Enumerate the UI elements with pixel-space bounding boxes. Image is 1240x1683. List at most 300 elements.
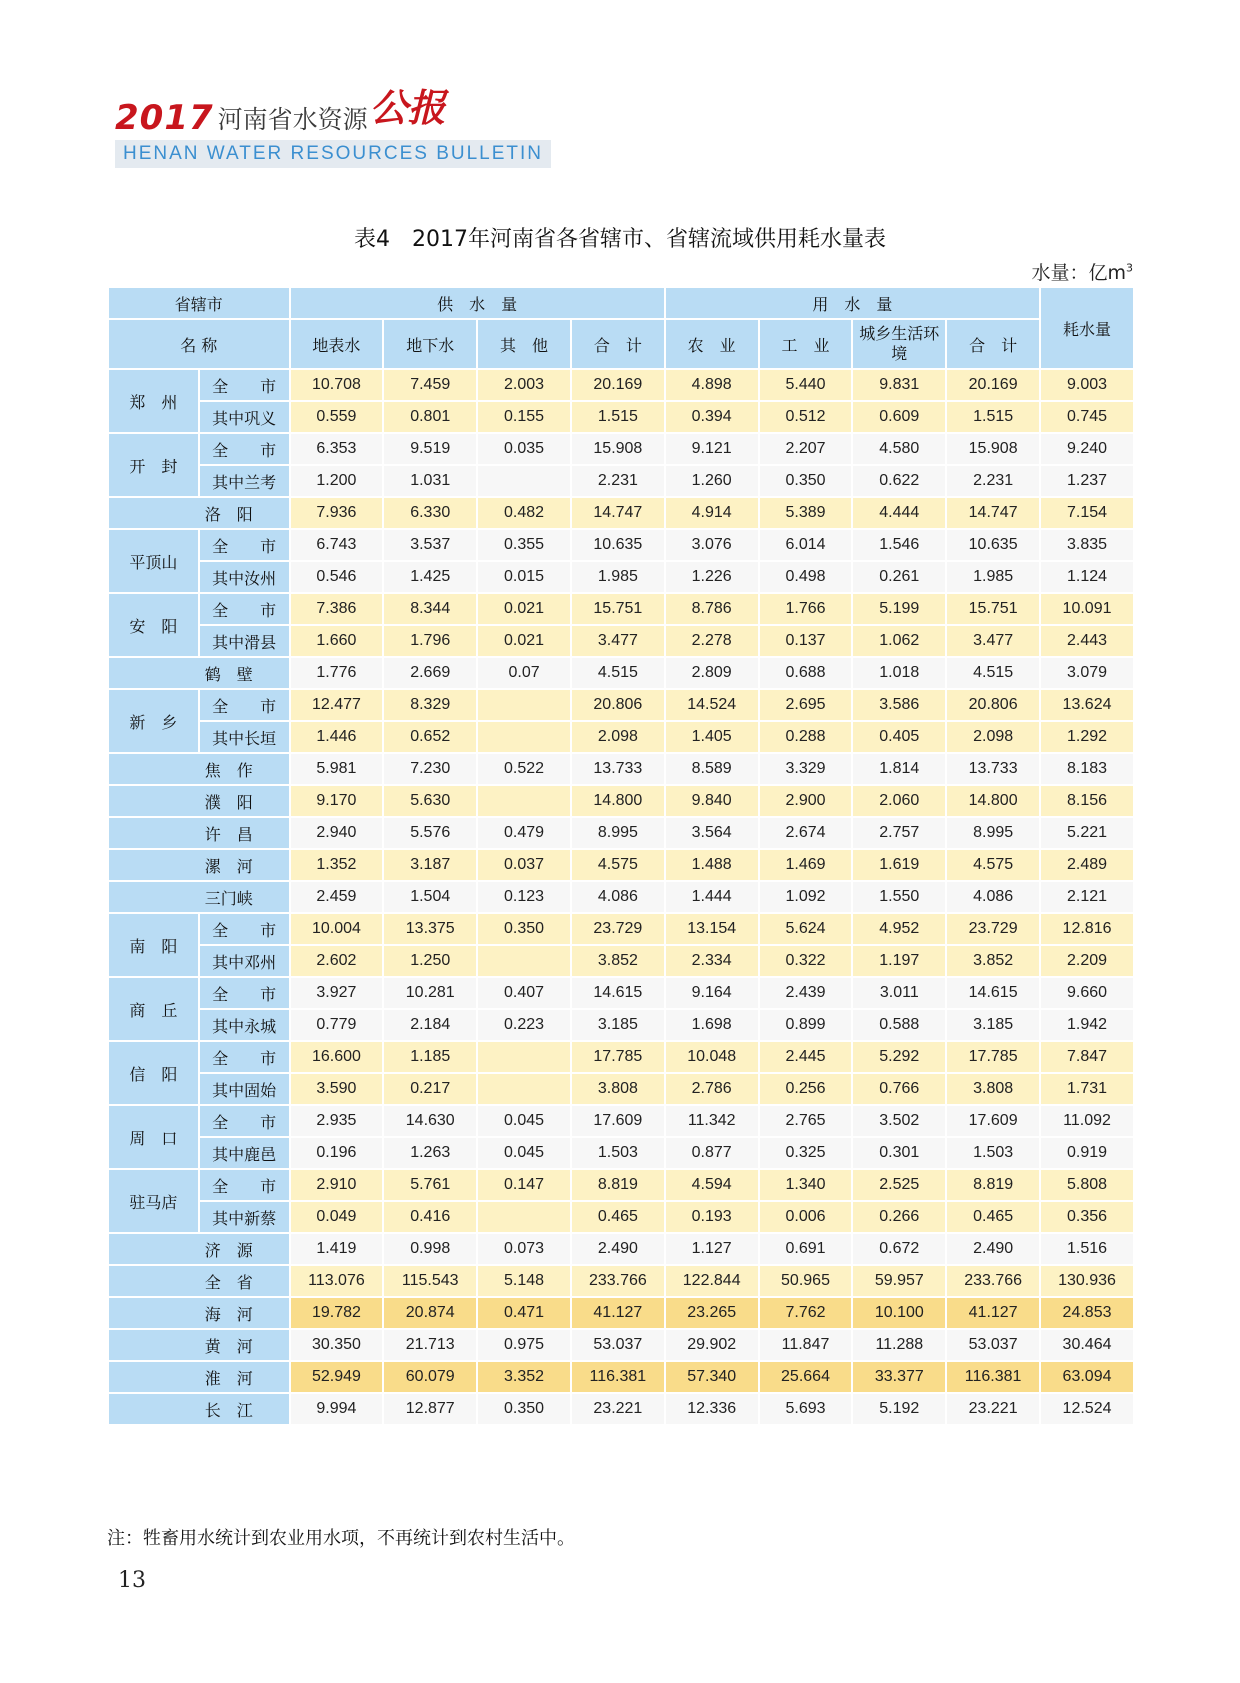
table-cell: 20.806 (946, 689, 1040, 721)
table-cell: 41.127 (946, 1297, 1040, 1329)
logo-name: 河南省水资源 (217, 105, 368, 134)
row-name: 洛 阳 (108, 497, 290, 529)
table-title: 表4 2017年河南省各省辖市、省辖流域供用耗水量表 (354, 227, 886, 252)
table-cell: 5.292 (852, 1041, 946, 1073)
table-cell: 2.184 (383, 1009, 477, 1041)
row-group-name: 周 口 (108, 1105, 199, 1169)
table-cell: 25.664 (759, 1361, 853, 1393)
row-sub-name: 全 市 (199, 433, 290, 465)
table-cell: 1.814 (852, 753, 946, 785)
table-cell: 2.489 (1040, 849, 1134, 881)
table-cell: 0.588 (852, 1009, 946, 1041)
english-title-bar: HENAN WATER RESOURCES BULLETIN (115, 140, 551, 168)
table-cell: 2.695 (759, 689, 853, 721)
header-name: 名 称 (108, 319, 290, 369)
table-cell: 15.751 (571, 593, 665, 625)
table-cell: 4.515 (571, 657, 665, 689)
table-cell: 8.819 (946, 1169, 1040, 1201)
table-cell: 17.609 (946, 1105, 1040, 1137)
table-cell: 4.952 (852, 913, 946, 945)
table-cell: 20.874 (383, 1297, 477, 1329)
row-name: 全 省 (108, 1265, 290, 1297)
table-row (108, 849, 1134, 881)
table-row (108, 1105, 1134, 1137)
table-row (108, 625, 1134, 657)
header-col: 合 计 (571, 319, 665, 369)
table-cell (477, 1201, 571, 1233)
table-cell: 4.594 (665, 1169, 759, 1201)
table-cell: 5.808 (1040, 1169, 1134, 1201)
table-row (108, 721, 1134, 753)
table-cell: 1.776 (290, 657, 384, 689)
table-cell: 0.471 (477, 1297, 571, 1329)
table-cell: 3.011 (852, 977, 946, 1009)
table-cell: 0.416 (383, 1201, 477, 1233)
row-name: 济 源 (108, 1233, 290, 1265)
table-cell: 5.221 (1040, 817, 1134, 849)
water-supply-table (107, 286, 1135, 1426)
table-cell: 0.137 (759, 625, 853, 657)
table-row (108, 1297, 1134, 1329)
table-row (108, 433, 1134, 465)
row-sub-name: 其中巩义 (199, 401, 290, 433)
table-cell: 1.985 (946, 561, 1040, 593)
row-sub-name: 其中永城 (199, 1009, 290, 1041)
table-cell: 23.221 (946, 1393, 1040, 1425)
table-row (108, 1137, 1134, 1169)
row-sub-name: 其中兰考 (199, 465, 290, 497)
row-sub-name: 全 市 (199, 1169, 290, 1201)
row-name: 焦 作 (108, 753, 290, 785)
table-cell: 1.237 (1040, 465, 1134, 497)
table-row (108, 497, 1134, 529)
table-cell: 1.185 (383, 1041, 477, 1073)
table-cell: 12.336 (665, 1393, 759, 1425)
table-cell: 2.443 (1040, 625, 1134, 657)
table-cell: 1.942 (1040, 1009, 1134, 1041)
table-cell: 4.444 (852, 497, 946, 529)
table-cell: 5.576 (383, 817, 477, 849)
table-cell: 1.515 (571, 401, 665, 433)
table-cell: 3.590 (290, 1073, 384, 1105)
table-cell: 0.522 (477, 753, 571, 785)
table-cell: 2.003 (477, 369, 571, 401)
table-cell: 10.091 (1040, 593, 1134, 625)
table-cell: 0.975 (477, 1329, 571, 1361)
table-row (108, 593, 1134, 625)
header-city: 省辖市 (108, 287, 290, 319)
table-cell: 2.060 (852, 785, 946, 817)
table-cell: 1.200 (290, 465, 384, 497)
row-sub-name: 其中邓州 (199, 945, 290, 977)
table-cell: 1.425 (383, 561, 477, 593)
table-cell: 15.908 (946, 433, 1040, 465)
table-cell: 9.840 (665, 785, 759, 817)
table-cell: 7.762 (759, 1297, 853, 1329)
table-cell: 1.127 (665, 1233, 759, 1265)
table-cell: 3.835 (1040, 529, 1134, 561)
table-cell: 0.355 (477, 529, 571, 561)
row-group-name: 南 阳 (108, 913, 199, 977)
table-row (108, 369, 1134, 401)
table-cell: 0.465 (571, 1201, 665, 1233)
table-cell: 1.504 (383, 881, 477, 913)
table-cell: 1.550 (852, 881, 946, 913)
table-cell: 0.899 (759, 1009, 853, 1041)
table-cell (477, 785, 571, 817)
table-cell: 9.660 (1040, 977, 1134, 1009)
table-cell: 9.003 (1040, 369, 1134, 401)
table-cell: 3.185 (571, 1009, 665, 1041)
table-cell: 14.615 (571, 977, 665, 1009)
table-row (108, 1361, 1134, 1393)
table-cell: 12.524 (1040, 1393, 1134, 1425)
table-cell: 0.609 (852, 401, 946, 433)
table-cell: 4.898 (665, 369, 759, 401)
header-use: 用 水 量 (665, 287, 1040, 319)
row-name: 黄 河 (108, 1329, 290, 1361)
table-cell: 0.919 (1040, 1137, 1134, 1169)
table-cell: 0.407 (477, 977, 571, 1009)
table-cell: 9.994 (290, 1393, 384, 1425)
table-cell: 0.256 (759, 1073, 853, 1105)
table-cell: 50.965 (759, 1265, 853, 1297)
table-cell: 1.062 (852, 625, 946, 657)
table-cell: 0.672 (852, 1233, 946, 1265)
table-cell: 8.344 (383, 593, 477, 625)
table-cell: 0.546 (290, 561, 384, 593)
table-cell: 7.459 (383, 369, 477, 401)
table-cell: 59.957 (852, 1265, 946, 1297)
table-cell: 14.615 (946, 977, 1040, 1009)
table-cell: 7.230 (383, 753, 477, 785)
bulletin-header (115, 85, 551, 168)
table-cell: 24.853 (1040, 1297, 1134, 1329)
table-cell: 2.334 (665, 945, 759, 977)
table-cell: 8.995 (571, 817, 665, 849)
table-cell: 3.927 (290, 977, 384, 1009)
row-sub-name: 其中长垣 (199, 721, 290, 753)
table-cell: 2.602 (290, 945, 384, 977)
table-cell: 0.037 (477, 849, 571, 881)
table-row (108, 913, 1134, 945)
table-cell: 9.170 (290, 785, 384, 817)
table-cell: 9.831 (852, 369, 946, 401)
row-sub-name: 全 市 (199, 593, 290, 625)
table-cell: 1.419 (290, 1233, 384, 1265)
table-cell: 4.575 (571, 849, 665, 881)
table-cell: 1.503 (571, 1137, 665, 1169)
table-cell: 8.183 (1040, 753, 1134, 785)
table-cell: 8.589 (665, 753, 759, 785)
table-cell: 1.698 (665, 1009, 759, 1041)
row-name: 三门峡 (108, 881, 290, 913)
table-cell: 8.329 (383, 689, 477, 721)
table-cell: 4.515 (946, 657, 1040, 689)
table-cell: 52.949 (290, 1361, 384, 1393)
table-cell: 116.381 (571, 1361, 665, 1393)
table-cell: 0.766 (852, 1073, 946, 1105)
row-name: 淮 河 (108, 1361, 290, 1393)
table-cell: 17.785 (946, 1041, 1040, 1073)
table-cell: 6.330 (383, 497, 477, 529)
table-cell: 0.217 (383, 1073, 477, 1105)
table-cell: 9.164 (665, 977, 759, 1009)
table-cell: 2.809 (665, 657, 759, 689)
table-cell: 2.231 (571, 465, 665, 497)
table-cell: 14.800 (571, 785, 665, 817)
table-cell: 1.660 (290, 625, 384, 657)
table-cell: 15.908 (571, 433, 665, 465)
table-cell: 8.995 (946, 817, 1040, 849)
table-cell: 2.765 (759, 1105, 853, 1137)
row-group-name: 驻马店 (108, 1169, 199, 1233)
table-row (108, 1009, 1134, 1041)
table-cell: 0.877 (665, 1137, 759, 1169)
table-row (108, 1201, 1134, 1233)
table-cell: 2.900 (759, 785, 853, 817)
table-cell: 2.674 (759, 817, 853, 849)
table-cell: 19.782 (290, 1297, 384, 1329)
table-cell (477, 465, 571, 497)
table-cell: 3.329 (759, 753, 853, 785)
header-supply: 供 水 量 (290, 287, 665, 319)
table-cell: 1.985 (571, 561, 665, 593)
table-cell: 30.464 (1040, 1329, 1134, 1361)
table-cell: 2.786 (665, 1073, 759, 1105)
table-cell: 116.381 (946, 1361, 1040, 1393)
table-cell: 0.350 (759, 465, 853, 497)
bulletin-logo (115, 85, 551, 138)
table-cell: 3.187 (383, 849, 477, 881)
table-cell: 29.902 (665, 1329, 759, 1361)
table-cell: 11.847 (759, 1329, 853, 1361)
table-cell: 0.405 (852, 721, 946, 753)
table-cell: 2.940 (290, 817, 384, 849)
table-row (108, 1393, 1134, 1425)
table-cell: 10.004 (290, 913, 384, 945)
row-sub-name: 全 市 (199, 1105, 290, 1137)
table-cell: 3.808 (571, 1073, 665, 1105)
table-row (108, 1329, 1134, 1361)
table-cell: 4.580 (852, 433, 946, 465)
table-cell: 12.816 (1040, 913, 1134, 945)
table-row (108, 977, 1134, 1009)
table-cell: 1.469 (759, 849, 853, 881)
table-cell: 12.877 (383, 1393, 477, 1425)
table-note: 注：牲畜用水统计到农业用水项，不再统计到农村生活中。 (107, 1528, 575, 1549)
table-cell: 0.301 (852, 1137, 946, 1169)
table-cell: 3.477 (946, 625, 1040, 657)
table-cell: 4.914 (665, 497, 759, 529)
table-cell: 3.502 (852, 1105, 946, 1137)
table-cell: 9.240 (1040, 433, 1134, 465)
row-name: 许 昌 (108, 817, 290, 849)
table-cell: 2.525 (852, 1169, 946, 1201)
table-cell: 3.079 (1040, 657, 1134, 689)
row-name: 濮 阳 (108, 785, 290, 817)
table-cell: 2.935 (290, 1105, 384, 1137)
table-cell: 0.745 (1040, 401, 1134, 433)
row-sub-name: 全 市 (199, 689, 290, 721)
table-cell: 11.342 (665, 1105, 759, 1137)
table-cell: 0.073 (477, 1233, 571, 1265)
table-cell: 1.031 (383, 465, 477, 497)
table-cell: 1.092 (759, 881, 853, 913)
row-sub-name: 全 市 (199, 529, 290, 561)
table-cell: 5.624 (759, 913, 853, 945)
table-cell: 1.766 (759, 593, 853, 625)
table-row (108, 689, 1134, 721)
header-col: 其 他 (477, 319, 571, 369)
table-cell: 10.100 (852, 1297, 946, 1329)
table-cell: 0.559 (290, 401, 384, 433)
table-cell: 23.221 (571, 1393, 665, 1425)
table-cell: 4.575 (946, 849, 1040, 881)
row-group-name: 商 丘 (108, 977, 199, 1041)
table-cell: 2.757 (852, 817, 946, 849)
row-group-name: 安 阳 (108, 593, 199, 657)
table-cell: 3.352 (477, 1361, 571, 1393)
table-cell: 0.045 (477, 1105, 571, 1137)
table-cell: 53.037 (946, 1329, 1040, 1361)
table-cell: 6.014 (759, 529, 853, 561)
table-cell: 17.785 (571, 1041, 665, 1073)
table-cell: 13.733 (946, 753, 1040, 785)
table-cell: 5.389 (759, 497, 853, 529)
table-cell: 10.635 (571, 529, 665, 561)
table-row (108, 785, 1134, 817)
table-cell: 0.688 (759, 657, 853, 689)
table-row (108, 1041, 1134, 1073)
table-row (108, 1233, 1134, 1265)
table-cell: 1.124 (1040, 561, 1134, 593)
table-cell: 0.021 (477, 593, 571, 625)
table-cell: 3.852 (946, 945, 1040, 977)
table-cell: 5.148 (477, 1265, 571, 1297)
table-row (108, 401, 1134, 433)
table-row (108, 817, 1134, 849)
table-cell: 10.635 (946, 529, 1040, 561)
table-cell: 2.278 (665, 625, 759, 657)
table-cell: 0.147 (477, 1169, 571, 1201)
table-cell: 2.669 (383, 657, 477, 689)
table-row (108, 1265, 1134, 1297)
table-cell: 122.844 (665, 1265, 759, 1297)
table-cell: 1.516 (1040, 1233, 1134, 1265)
table-cell: 0.07 (477, 657, 571, 689)
table-cell (477, 1041, 571, 1073)
row-name: 漯 河 (108, 849, 290, 881)
header-col: 城乡生活环境 (852, 319, 946, 369)
table-cell: 0.356 (1040, 1201, 1134, 1233)
table-cell: 57.340 (665, 1361, 759, 1393)
table-cell: 5.192 (852, 1393, 946, 1425)
table-cell: 16.600 (290, 1041, 384, 1073)
table-row (108, 561, 1134, 593)
table-cell: 2.121 (1040, 881, 1134, 913)
row-group-name: 新 乡 (108, 689, 199, 753)
table-cell: 1.446 (290, 721, 384, 753)
unit-label: 水量：亿$m^3$ (1031, 261, 1133, 284)
table-cell: 0.479 (477, 817, 571, 849)
table-cell: 0.652 (383, 721, 477, 753)
table-cell: 7.847 (1040, 1041, 1134, 1073)
table-cell: 1.018 (852, 657, 946, 689)
table-cell: 15.751 (946, 593, 1040, 625)
table-cell: 53.037 (571, 1329, 665, 1361)
table-cell: 130.936 (1040, 1265, 1134, 1297)
table-cell: 21.713 (383, 1329, 477, 1361)
table-cell: 2.231 (946, 465, 1040, 497)
table-cell: 1.292 (1040, 721, 1134, 753)
table-cell: 113.076 (290, 1265, 384, 1297)
table-cell: 20.806 (571, 689, 665, 721)
table-cell: 10.281 (383, 977, 477, 1009)
header-col: 地下水 (383, 319, 477, 369)
table-cell: 0.350 (477, 1393, 571, 1425)
table-cell: 1.503 (946, 1137, 1040, 1169)
table-cell: 1.444 (665, 881, 759, 913)
table-cell: 0.998 (383, 1233, 477, 1265)
table-cell: 0.350 (477, 913, 571, 945)
table-cell: 2.207 (759, 433, 853, 465)
table-cell: 0.123 (477, 881, 571, 913)
table-cell: 3.185 (946, 1009, 1040, 1041)
table-cell: 3.537 (383, 529, 477, 561)
table-cell (477, 689, 571, 721)
table-cell: 1.405 (665, 721, 759, 753)
table-cell: 0.288 (759, 721, 853, 753)
table-cell: 23.265 (665, 1297, 759, 1329)
table-row (108, 657, 1134, 689)
table-cell: 10.708 (290, 369, 384, 401)
table-cell: 233.766 (946, 1265, 1040, 1297)
table-cell: 8.819 (571, 1169, 665, 1201)
table-cell: 12.477 (290, 689, 384, 721)
table-cell: 0.266 (852, 1201, 946, 1233)
table-cell: 11.092 (1040, 1105, 1134, 1137)
table-cell: 0.261 (852, 561, 946, 593)
table-cell: 1.546 (852, 529, 946, 561)
table-row (108, 753, 1134, 785)
table-cell: 1.260 (665, 465, 759, 497)
table-cell: 5.440 (759, 369, 853, 401)
table-cell: 1.619 (852, 849, 946, 881)
table-cell: 5.981 (290, 753, 384, 785)
table-cell: 1.226 (665, 561, 759, 593)
table-cell (477, 945, 571, 977)
table-cell: 1.352 (290, 849, 384, 881)
table-row (108, 945, 1134, 977)
table-cell: 20.169 (571, 369, 665, 401)
table-cell: 0.049 (290, 1201, 384, 1233)
table-cell: 17.609 (571, 1105, 665, 1137)
table-cell: 63.094 (1040, 1361, 1134, 1393)
table-cell: 3.808 (946, 1073, 1040, 1105)
table-row (108, 1073, 1134, 1105)
table-row (108, 529, 1134, 561)
table-cell: 0.322 (759, 945, 853, 977)
table-cell: 0.223 (477, 1009, 571, 1041)
table-cell: 0.498 (759, 561, 853, 593)
table-cell: 5.630 (383, 785, 477, 817)
table-cell: 1.263 (383, 1137, 477, 1169)
table-cell: 2.459 (290, 881, 384, 913)
table-cell (477, 1073, 571, 1105)
table-cell: 20.169 (946, 369, 1040, 401)
table-cell: 14.747 (946, 497, 1040, 529)
